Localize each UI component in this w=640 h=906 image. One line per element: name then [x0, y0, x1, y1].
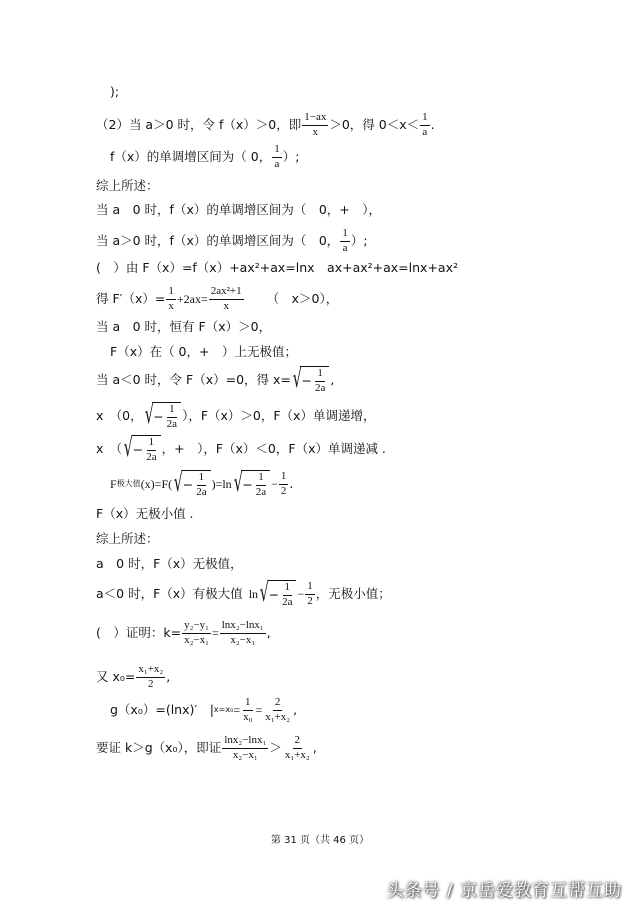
text-line: 得 F′（x）= $\frac{1}{x}$ +2ax= $\frac{\text{2ax²+1}}{x}$ （ x＞0）， [96, 285, 339, 312]
text-line: 又 x₀= $\frac{\text{x₁+x₂}}{2}$ , [96, 663, 171, 690]
square-root: √ − $\frac{1}{2a}$ [292, 366, 329, 394]
fraction: $\frac{1}{2a}$ [255, 471, 267, 498]
text-line: F 极大值 (x)=F( √ − $\frac{1}{2a}$ )=ln √ − $\frac{1}{2a}$ − $\frac{1}{2}$ . [110, 468, 294, 498]
fraction: $\frac{1}{x}$ [168, 285, 174, 312]
text-line: a＜0 时，F（x）有极大值 ln √ − $\frac{1}{2a}$ − $\frac{1}{2}$ ，无极小值； [96, 578, 391, 608]
fraction: $\frac{1}{2}$ [307, 580, 313, 607]
text-line: ( ）由 F（x）=f（x）+ax²+ax=lnx ax+ax²+ax=lnx+ax² [96, 260, 458, 275]
fraction: $\frac{1}{2a}$ [314, 367, 326, 394]
fraction: $\frac{\text{lnx₂−lnx₁}}{\text{x₂−x₁}}$ [221, 619, 264, 646]
square-root: √ − $\frac{1}{2a}$ [233, 470, 270, 498]
text-line: ); [110, 84, 120, 99]
text-line: 要证 k＞g（x₀），即证 $\frac{\text{lnx₂−lnx₁}}{\text{x₂−x₁}}$ ＞ $\frac{2}{\text{x₁+x₂}}$ , [96, 734, 317, 761]
fraction: $\frac{\text{x₁+x₂}}{2}$ [138, 663, 164, 690]
fraction: $\frac{1}{2a}$ [196, 471, 207, 498]
fraction: $\frac{\text{y₂−y₁}}{\text{x₂−x₁}}$ [184, 619, 209, 646]
text-line: （2）当 a＞0 时，令 f（x）＞0，即 $\frac{1-ax}{x}$ ＞0，得 0＜x＜ $\frac{1}{a}$ . [96, 111, 435, 138]
text-line: 综上所述： [96, 531, 159, 546]
fraction: $\frac{1}{2}$ [280, 470, 287, 497]
text-line: 当 a＞0 时，f（x）的单调增区间为（ 0， $\frac{1}{a}$ ）; [96, 227, 368, 254]
text-line: x （0， √ − $\frac{1}{2a}$ ），F（x）＞0，F（x）单调递增， [96, 400, 376, 430]
fraction: $\frac{1}{2a}$ [282, 581, 293, 608]
fraction: $\frac{1}{2a}$ [146, 436, 157, 463]
text-line: x （ √ − $\frac{1}{2a}$ ，+ ），F（x）＜0，F（x）单调递减 . [96, 433, 386, 463]
text-line: F（x）无极小值 . [96, 506, 194, 521]
fraction: $\frac{\text{2ax²+1}}{x}$ [210, 285, 242, 312]
text-line: g（x₀）=(lnx)′ | x=x₀ = $\frac{1}{\text{x₀}}$ = $\frac{2}{\text{x₁+x₂}}$ , [110, 696, 298, 723]
fraction: $\frac{1}{2a}$ [166, 403, 178, 430]
fraction: $\frac{1}{a}$ [422, 111, 428, 138]
text-line: 当 a 0 时，f（x）的单调增区间为（ 0，+ ）， [96, 202, 382, 217]
watermark: 头条号 / 京岳爱教育互帮互助 [386, 881, 622, 901]
square-root: √ − $\frac{1}{2a}$ [144, 402, 181, 430]
text-line: 当 a 0 时，恒有 F（x）＞0， [96, 319, 272, 334]
square-root: √ − $\frac{1}{2a}$ [123, 435, 160, 463]
fraction: $\frac{\text{lnx₂−lnx₁}}{\text{x₂−x₁}}$ [224, 734, 267, 761]
fraction: $\frac{1}{a}$ [342, 227, 348, 254]
square-root: √ − $\frac{1}{2a}$ [259, 580, 296, 608]
text-line: a 0 时，F（x）无极值， [96, 556, 243, 571]
text-line: ( ）证明：k= $\frac{\text{y₂−y₁}}{\text{x₂−x₁}}$ = $\frac{\text{lnx₂−lnx₁}}{\text{x₂−x₁}}$ , [96, 619, 271, 646]
fraction: $\frac{1}{\text{x₀}}$ [243, 696, 253, 723]
square-root: √ − $\frac{1}{2a}$ [173, 470, 210, 498]
fraction: $\frac{2}{\text{x₁+x₂}}$ [284, 734, 310, 761]
page-footer: 第 31 页（共 46 页） [270, 835, 370, 846]
text-line: 当 a＜0 时，令 F（x）=0，得 x= √ − $\frac{1}{2a}$ , [96, 364, 335, 394]
text-line: 综上所述： [96, 178, 159, 193]
fraction: $\frac{1-ax}{x}$ [304, 111, 327, 138]
fraction: $\frac{1}{a}$ [274, 143, 280, 170]
fraction: $\frac{2}{\text{x₁+x₂}}$ [265, 696, 291, 723]
text-line: F（x）在（ 0，+ ）上无极值； [110, 344, 297, 359]
text-line: f（x）的单调增区间为（ 0， $\frac{1}{a}$ ）; [110, 143, 300, 170]
